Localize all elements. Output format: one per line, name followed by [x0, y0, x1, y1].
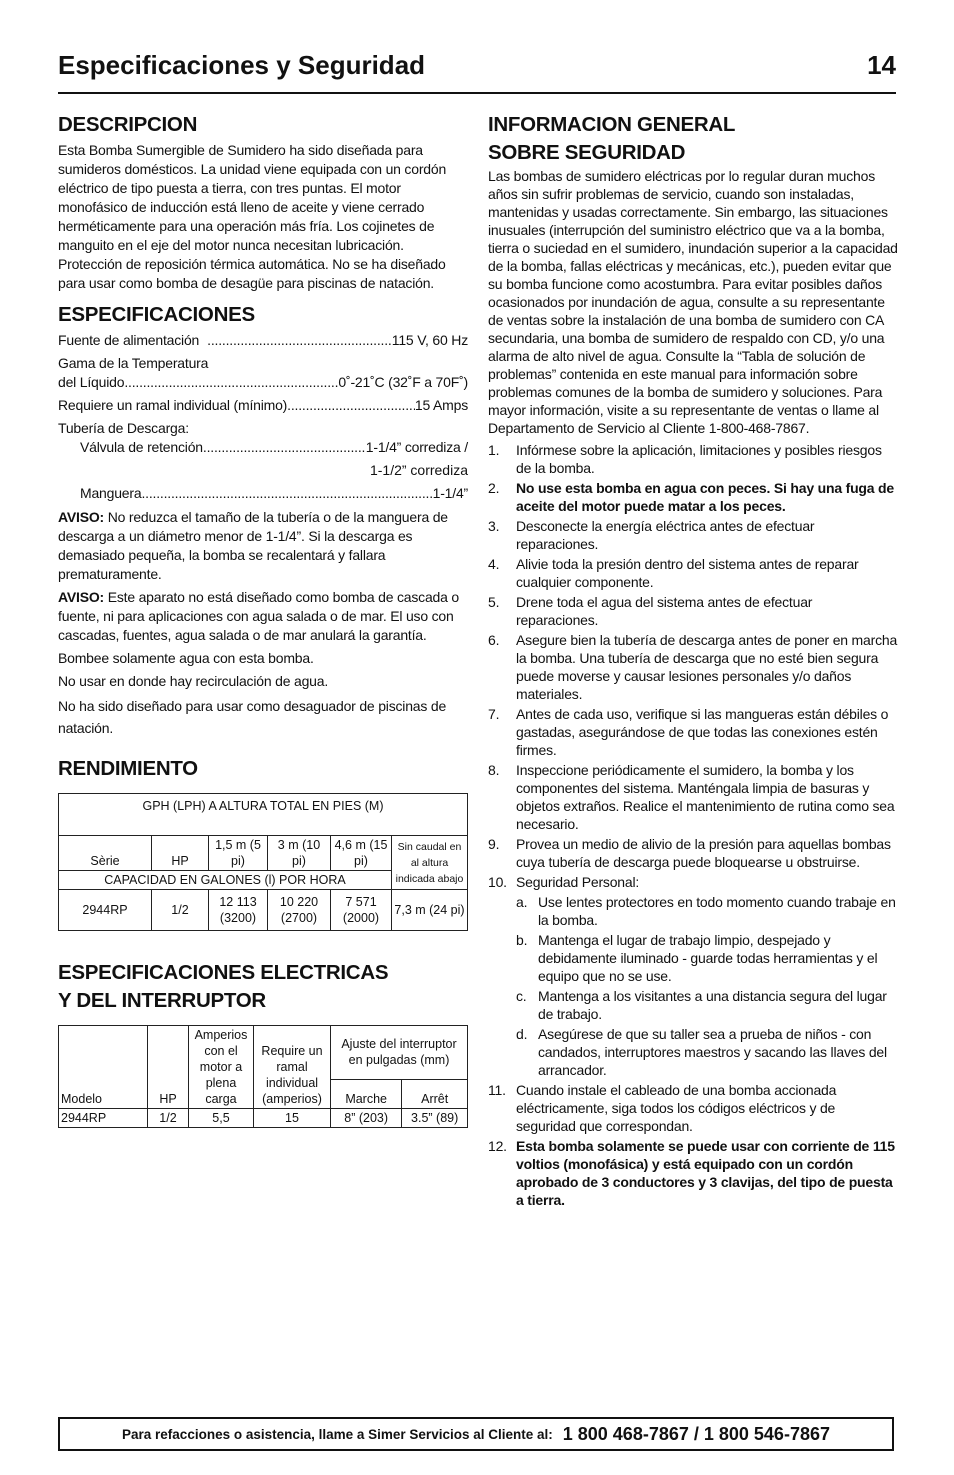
list-item: 12. Esta bomba solamente se puede usar con corriente de 115 voltios (monofásica) y está equipado con un cordón aprobado de 3 conductores y 3 clavijas, del tipo de puesta a tierra.	[488, 1138, 895, 1208]
rend-cap-header: CAPACIDAD EN GALONES (l) POR HORA	[59, 871, 392, 890]
rend-col-serie: Sèrie	[59, 836, 152, 871]
left-column	[58, 113, 468, 1128]
footer-box	[58, 1417, 894, 1451]
elec-row-arret: 3.5” (89)	[402, 1109, 468, 1128]
spec-fuente-label: Fuente de alimentación	[58, 332, 200, 348]
elec-row-modelo: 2944RP	[59, 1109, 148, 1128]
seguridad-heading-1: INFORMACION GENERAL	[488, 113, 736, 136]
spec-valvula-value: 1-1/4” corrediza /	[365, 439, 468, 455]
spec-line-2: No usar en donde hay recirculación de agua.	[58, 673, 329, 689]
elec-col-ajuste: Ajuste del interruptor en pulgadas (mm)	[331, 1026, 468, 1080]
elec-col-amp: Amperios con el motor a plena carga	[189, 1026, 254, 1109]
list-item: 4. Alivie toda la presión dentro del sistema antes de reparar cualquier componente.	[488, 556, 859, 590]
elec-row-amp: 5,5	[189, 1109, 254, 1128]
rend-row-v1: 12 113 (3200)	[209, 890, 268, 931]
list-item: b. Mantenga el lugar de trabajo limpio, despejado y debidamente iluminado - guarde todas herramientas y el equipo que no se use.	[516, 932, 878, 984]
rend-col-h2: 3 m (10 pi)	[268, 836, 331, 871]
seguridad-list	[488, 441, 898, 891]
rendimiento-heading: RENDIMIENTO	[58, 757, 198, 780]
rendimiento-table	[58, 793, 468, 931]
header-rule	[58, 92, 896, 94]
elec-row-ramal: 15	[254, 1109, 331, 1128]
list-item: 9. Provea un medio de alivio de la presión para aquellas bombas cuya tubería de descarga puede bloquearse u obstruirse.	[488, 836, 891, 870]
spec-fuente-value: 115 V, 60 Hz	[391, 332, 468, 348]
elec-col-arret: Arrêt	[402, 1079, 468, 1108]
aviso-1-text: No reduzca el tamaño de la tubería o de la manguera de descarga a un diámetro menor de 1-1/4”. Si la descarga es demasiado pequeña, la bomba se recalentará y fallara prematuramente.	[58, 509, 448, 582]
list-item: 2. No use esta bomba en agua con peces. Si hay una fuga de aceite del motor puede matar a los peces.	[488, 480, 894, 514]
right-column	[488, 113, 898, 1211]
list-item: 3. Desconecte la energía eléctrica antes de efectuar reparaciones.	[488, 518, 815, 552]
rend-col-hp: HP	[152, 836, 209, 871]
spec-valvula	[58, 438, 468, 457]
rend-col-sin-caudal: Sin caudal en al altura indicada abajo	[392, 836, 468, 890]
rend-top-header: GPH (LPH) A ALTURA TOTAL EN PIES (M)	[59, 794, 468, 836]
footer-phones: 1 800 468-7867 / 1 800 546-7867	[562, 1423, 830, 1444]
especificaciones-heading: ESPECIFICACIONES	[58, 303, 255, 326]
spec-gama-label: Gama de la Temperatura	[58, 355, 209, 371]
list-item: 10. Seguridad Personal:	[488, 874, 640, 890]
spec-ramal	[58, 396, 468, 415]
spec-gama-value: 0˚-21˚C (32˚F a 70F˚)	[338, 374, 468, 390]
spec-gama-label2: del Líquido	[58, 374, 125, 390]
list-item: d. Asegúrese de que su taller sea a prueba de niños - con candados, interruptores maestros y sacando las llaves del arrancador.	[516, 1026, 887, 1078]
spec-manguera-value: 1-1/4”	[432, 485, 468, 501]
page-number: 14	[867, 50, 896, 80]
elec-col-ramal: Require un ramal individual (amperios)	[254, 1026, 331, 1109]
rend-row-v3: 7 571 (2000)	[331, 890, 392, 931]
elec-row-hp: 1/2	[148, 1109, 189, 1128]
spec-ramal-label: Requiere un ramal individual (mínimo)	[58, 397, 288, 413]
seguridad-intro: Las bombas de sumidero eléctricas por lo regular duran muchos años sin sufrir problemas de servicio, cuando son instaladas, mantenidas y usadas correctamente. Sin embargo, las situaciones inusuales (interrupción del suministro eléctrico que va a la bomba, tierra o suciedad en el sumidero, inundación superior a la capacidad de la bomba, fallas eléctricas y mecánicas, etc.), pueden evitar que su bomba funcione como acostumbra. Para evitar posibles daños ocasionados por inundación de agua, consulte a su representante de ventas sobre la instalación de una bomba de sumidero con CA secundaria, una bomba de sumidero de respaldo con CD, y/o una alarma de alto nivel de agua. Consulte la “Tabla de solución de problemas” contenida en este manual para información sobre problemas comunes de la bomba de sumidero y soluciones. Para mayor información, visite a su representante de ventas o llame al Departamento de Servicio al Cliente 1-800-468-7867.	[488, 168, 898, 436]
spec-line-1: Bombee solamente agua con esta bomba.	[58, 650, 314, 666]
rend-col-h1: 1,5 m (5 pi)	[209, 836, 268, 871]
spec-tuberia-label: Tubería de Descarga:	[58, 420, 189, 436]
elec-col-modelo: Modelo	[59, 1026, 148, 1109]
spec-ramal-value: 15 Amps	[414, 397, 468, 413]
spec-valvula-value2: 1-1/2” corrediza	[369, 462, 468, 478]
elec-col-hp: HP	[148, 1026, 189, 1109]
list-item: 1. Infórmese sobre la aplicación, limitaciones y posibles riesgos de la bomba.	[488, 442, 882, 476]
electricas-heading-1: ESPECIFICACIONES ELECTRICAS	[58, 961, 389, 984]
seguridad-list-2	[488, 1081, 898, 1209]
spec-gama	[58, 373, 468, 392]
list-item: 5. Drene toda el agua del sistema antes de efectuar reparaciones.	[488, 594, 813, 628]
rend-row-hp: 1/2	[152, 890, 209, 931]
list-item: a. Use lentes protectores en todo momento cuando trabaje en la bomba.	[516, 894, 896, 928]
spec-manguera-label: Manguera	[80, 485, 142, 501]
seguridad-sublist	[488, 893, 898, 1079]
rend-row-serie: 2944RP	[59, 890, 152, 931]
electricas-table	[58, 1025, 468, 1128]
page-title: Especificaciones y Seguridad	[58, 50, 426, 80]
seguridad-heading-2: SOBRE SEGURIDAD	[488, 141, 686, 164]
spec-manguera	[58, 484, 468, 503]
spec-fuente	[58, 331, 468, 350]
spec-line-3: No ha sido diseñado para usar como desaguador de piscinas de natación.	[58, 698, 447, 736]
aviso-2-label: AVISO:	[58, 589, 104, 605]
descripcion-text: Esta Bomba Sumergible de Sumidero ha sido diseñada para sumideros domésticos. La unidad viene equipada con un cordón eléctrico de tipo puesta a tierra, con tres puntas. El motor monofásico de inducción está lleno de aceite y viene cerrado herméticamente para una operación más fría. Los cojinetes de manguito en el eje del motor nunca necesitan lubricación. Protección de reposición térmica automática. No se ha diseñado para usar como bomba de desagüe para piscinas de natación.	[58, 142, 447, 291]
rend-col-h3: 4,6 m (15 pi)	[331, 836, 392, 871]
elec-col-marche: Marche	[331, 1079, 402, 1108]
elec-row-marche: 8” (203)	[331, 1109, 402, 1128]
list-item: c. Mantenga a los visitantes a una distancia segura del lugar de trabajo.	[516, 988, 887, 1022]
list-item: 11. Cuando instale el cableado de una bomba accionada eléctricamente, siga todos los códigos eléctricos y de seguridad que correspondan.	[488, 1082, 837, 1134]
aviso-1	[58, 508, 468, 584]
descripcion-heading: DESCRIPCION	[58, 113, 198, 136]
footer-text: Para refacciones o asistencia, llame a Simer Servicios al Cliente al:	[122, 1426, 553, 1442]
rend-row-sin: 7,3 m (24 pi)	[392, 890, 468, 931]
list-item: 7. Antes de cada uso, verifique si las mangueras están débiles o gastadas, asegurándose de que todas las conexiones estén firmes.	[488, 706, 889, 758]
aviso-2-text: Este aparato no está diseñado como bomba de cascada o fuente, ni para aplicaciones con agua salada o de mar. El uso con cascadas, fuentes, agua salada o de mar anulará la garantía.	[58, 589, 459, 643]
rend-row-v2: 10 220 (2700)	[268, 890, 331, 931]
aviso-1-label: AVISO:	[58, 509, 104, 525]
list-item: 8. Inspeccione periódicamente el sumidero, la bomba y los componentes del sistema. Manténgala limpia de basuras y objetos extraños. Realice el mantenimiento de rutina como sea necesario.	[488, 762, 895, 832]
aviso-2	[58, 588, 468, 645]
electricas-heading-2: Y DEL INTERRUPTOR	[58, 989, 266, 1012]
spec-valvula-label: Válvula de retención	[80, 439, 203, 455]
list-item: 6. Asegure bien la tubería de descarga antes de poner en marcha la bomba. Una tubería de descarga que no esté bien segura puede moverse y causar lesiones personales y/o daños materiales.	[488, 632, 898, 702]
